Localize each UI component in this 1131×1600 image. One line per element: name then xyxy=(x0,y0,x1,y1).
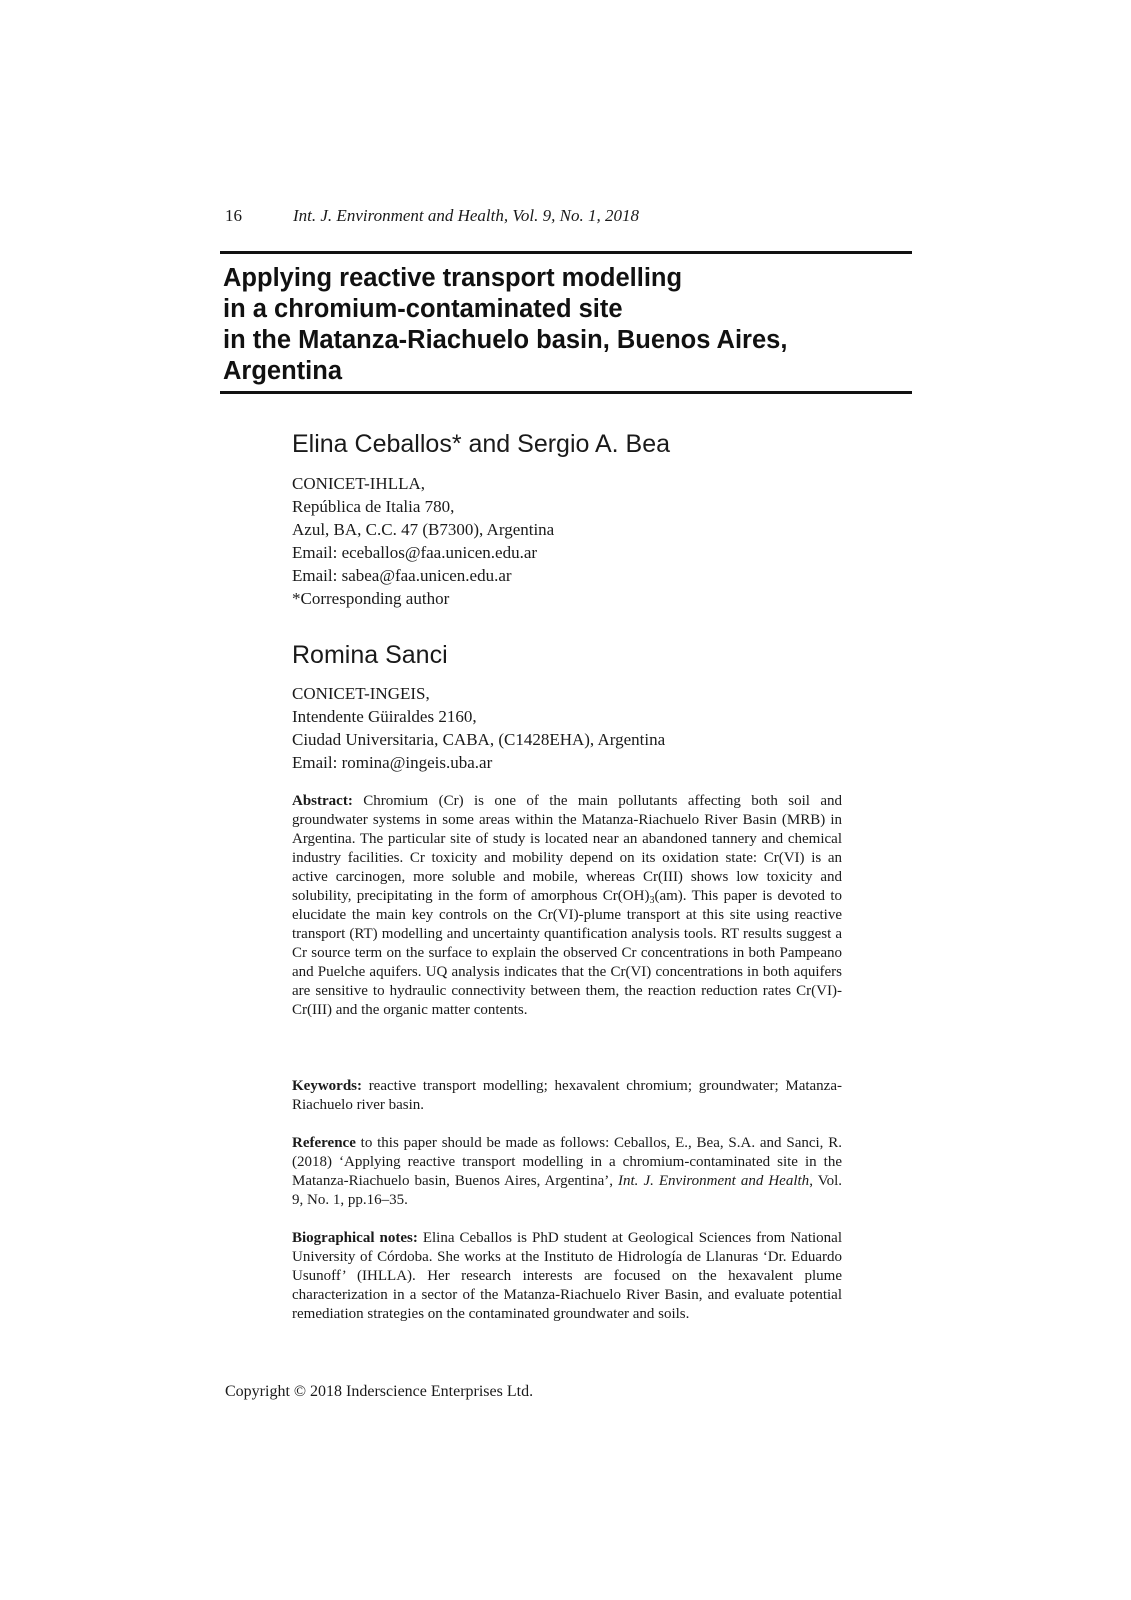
affiliation-line: Intendente Güiraldes 2160, xyxy=(292,707,477,726)
abstract xyxy=(292,792,842,1020)
title-rule-top xyxy=(220,251,912,254)
copyright: Copyright © 2018 Inderscience Enterprises Ltd. xyxy=(225,1383,534,1400)
title-line: in a chromium-contaminated site xyxy=(223,295,623,323)
affiliation-line: CONICET-IHLLA, xyxy=(292,474,425,493)
abstract-label: Abstract: xyxy=(292,793,353,809)
title-line: in the Matanza-Riachuelo basin, Buenos Aires, xyxy=(223,326,788,354)
reference-text: to this paper should be made as follows: Ceballos, E., Bea, S.A. and Sanci, R. (2018) ‘Applying reactive transport modelling in a chromium-contaminated site in the Matanza-Riachuelo basin, Buenos Aires, Argentina’, xyxy=(292,1135,842,1189)
affiliation-line: CONICET-INGEIS, xyxy=(292,684,430,703)
author-names-1: Elina Ceballos* and Sergio A. Bea xyxy=(292,430,671,458)
paper-title xyxy=(223,263,913,387)
bio-text: Elina Ceballos is PhD student at Geological Sciences from National University of Córdoba. She works at the Instituto de Hidrología de Llanuras ‘Dr. Eduardo Usunoff’ (IHLLA). Her research interests are focused on the hexavalent plume characterization in a sector of the Matanza-Riachuelo River Basin, and evaluate potential remediation strategies on the contaminated groundwater and soils. xyxy=(292,1230,842,1322)
affiliation-1 xyxy=(292,472,912,610)
email-line: Email: romina@ingeis.uba.ar xyxy=(292,753,493,772)
reference xyxy=(292,1134,842,1210)
title-line: Argentina xyxy=(223,357,343,385)
author-names-2: Romina Sanci xyxy=(292,641,448,669)
title-line: Applying reactive transport modelling xyxy=(223,264,683,292)
reference-label: Reference xyxy=(292,1135,356,1151)
keywords-label: Keywords: xyxy=(292,1078,362,1094)
abstract-text-2: (am). This paper is devoted to elucidate the main key controls on the Cr(VI)-plume transport at this site using reactive transport (RT) modelling and uncertainty quantification analysis tools. RT results suggest a Cr source term on the surface to explain the observed Cr concentrations in both Pampeano and Puelche aquifers. UQ analysis indicates that the Cr(VI) concentrations in both aquifers are sensitive to hydraulic connectivity between them, the reaction reduction rates Cr(VI)-Cr(III) and the organic matter contents. xyxy=(292,888,842,1018)
affiliation-line: República de Italia 780, xyxy=(292,497,455,516)
email-line: Email: sabea@faa.unicen.edu.ar xyxy=(292,566,512,585)
abstract-subscript: 3 xyxy=(649,895,655,906)
keywords-text: reactive transport modelling; hexavalent chromium; groundwater; Matanza-Riachuelo river basin. xyxy=(292,1078,842,1113)
reference-tail: , Vol. 9, No. 1, pp.16–35. xyxy=(292,1173,843,1208)
page-number: 16 xyxy=(225,206,242,225)
affiliation-line: Ciudad Universitaria, CABA, (C1428EHA), Argentina xyxy=(292,730,666,749)
email-line: Email: eceballos@faa.unicen.edu.ar xyxy=(292,543,538,562)
reference-journal: Int. J. Environment and Health xyxy=(618,1173,810,1189)
affiliation-line: Azul, BA, C.C. 47 (B7300), Argentina xyxy=(292,520,555,539)
running-head xyxy=(225,205,915,227)
journal-citation: Int. J. Environment and Health, Vol. 9, No. 1, 2018 xyxy=(293,206,639,225)
keywords xyxy=(292,1077,842,1115)
bio-label: Biographical notes: xyxy=(292,1230,418,1246)
title-rule-bottom xyxy=(220,391,912,394)
abstract-text-1: Chromium (Cr) is one of the main pollutants affecting both soil and groundwater systems in some areas within the Matanza-Riachuelo River Basin (MRB) in Argentina. The particular site of study is located near an abandoned tannery and chemical industry facilities. Cr toxicity and mobility depend on its oxidation state: Cr(VI) is an active carcinogen, more soluble and mobile, whereas Cr(III) shows low toxicity and solubility, precipitating in the form of amorphous Cr(OH) xyxy=(292,793,842,904)
biographical-notes xyxy=(292,1229,842,1324)
corresponding-author-note: *Corresponding author xyxy=(292,589,450,608)
affiliation-2 xyxy=(292,682,912,774)
